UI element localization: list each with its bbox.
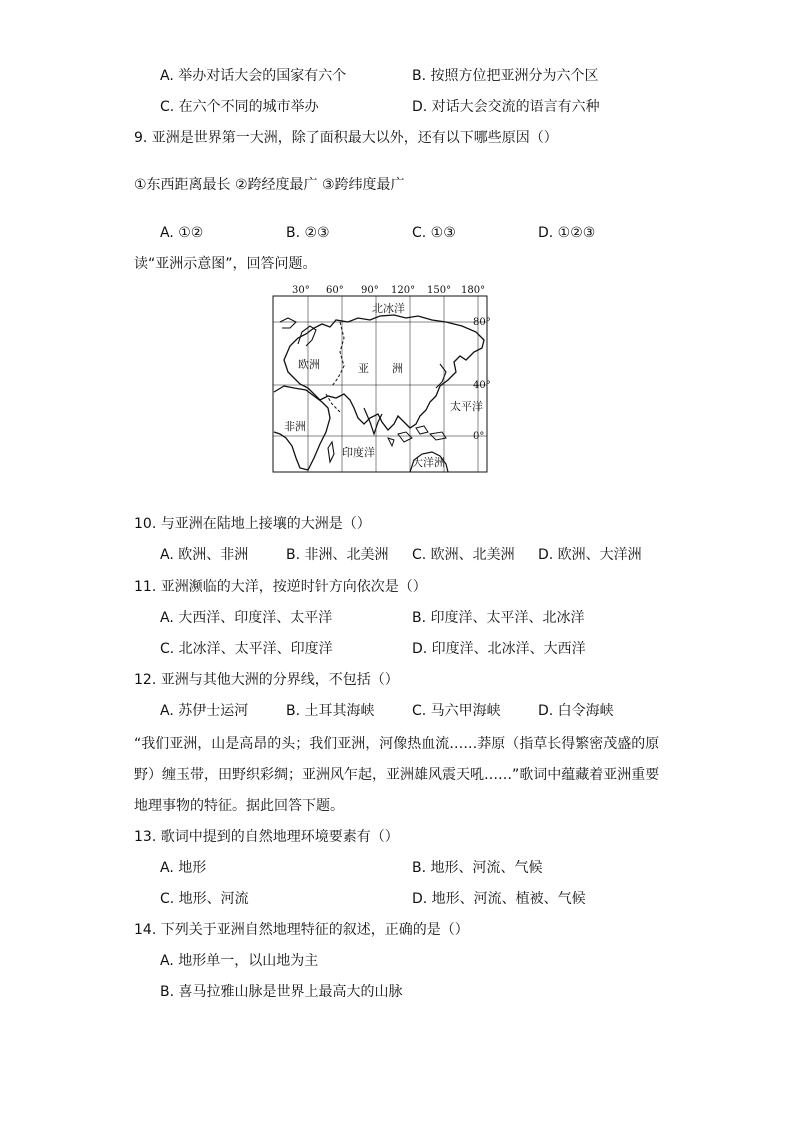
q10-option-c: C. 欧洲、北美洲 [412, 547, 515, 563]
q13-option-c: C. 地形、河流 [160, 891, 249, 907]
q13-option-b: B. 地形、河流、气候 [412, 860, 543, 876]
map-frame [273, 296, 487, 472]
passage-line-2: 野）缠玉带，田野织彩绸；亚洲风乍起，亚洲雄风震天吼……”歌词中蕴藏着亚洲重要 [134, 767, 660, 783]
q10-option-a: A. 欧洲、非洲 [160, 547, 249, 563]
q13-option-d: D. 地形、河流、植被、气候 [412, 891, 586, 907]
map-intro: 读“亚洲示意图”，回答问题。 [134, 256, 317, 272]
lon-tick-150: 150° [427, 285, 452, 296]
q9-items: ①东西距离最长 ②跨经度最广 ③跨纬度最广 [134, 177, 405, 193]
label-africa: 非洲 [284, 420, 306, 433]
q9-option-b: B. ②③ [286, 225, 330, 241]
q14-stem: 14. 下列关于亚洲自然地理特征的叙述，正确的是（） [134, 922, 469, 938]
q9-stem: 9. 亚洲是世界第一大洲，除了面积最大以外，还有以下哪些原因（） [134, 130, 558, 146]
q11-option-b: B. 印度洋、太平洋、北冰洋 [412, 610, 585, 626]
label-asia-2: 洲 [392, 362, 403, 375]
lat-tick-40: 40° [473, 380, 491, 391]
lat-tick-0: 0° [473, 431, 485, 442]
lon-tick-120: 120° [391, 285, 416, 296]
lon-tick-30: 30° [292, 285, 310, 296]
q10-stem: 10. 与亚洲在陆地上接壤的大洲是（） [134, 516, 371, 532]
q9-option-a: A. ①② [160, 225, 204, 241]
q12-stem: 12. 亚洲与其他大洲的分界线，不包括（） [134, 672, 399, 688]
q10-option-b: B. 非洲、北美洲 [286, 547, 389, 563]
label-arctic-ocean: 北冰洋 [372, 302, 405, 315]
q11-option-a: A. 大西洋、印度洋、太平洋 [160, 610, 333, 626]
lon-tick-60: 60° [326, 285, 344, 296]
q14-option-b: B. 喜马拉雅山脉是世界上最高大的山脉 [160, 984, 403, 1000]
label-asia-1: 亚 [358, 362, 369, 375]
q11-option-c: C. 北冰洋、太平洋、印度洋 [160, 641, 333, 657]
q9-option-c: C. ①③ [412, 225, 456, 241]
lat-tick-80: 80° [473, 317, 491, 328]
q8-option-a: A. 举办对话大会的国家有六个 [160, 68, 347, 84]
lon-tick-90: 90° [361, 285, 379, 296]
q12-option-d: D. 白令海峡 [538, 703, 614, 719]
q12-option-b: B. 土耳其海峡 [286, 703, 375, 719]
q10-option-d: D. 欧洲、大洋洲 [538, 547, 642, 563]
passage-line-3: 地理事物的特征。据此回答下题。 [134, 798, 344, 814]
q12-option-a: A. 苏伊士运河 [160, 703, 249, 719]
q11-stem: 11. 亚洲濒临的大洋，按逆时针方向依次是（） [134, 579, 427, 595]
q11-option-d: D. 印度洋、北冰洋、大西洋 [412, 641, 586, 657]
q9-option-d: D. ①②③ [538, 225, 596, 241]
lon-tick-180: 180° [461, 285, 486, 296]
q14-option-a: A. 地形单一，以山地为主 [160, 953, 319, 969]
q13-stem: 13. 歌词中提到的自然地理环境要素有（） [134, 829, 399, 845]
q8-option-d: D. 对话大会交流的语言有六种 [412, 99, 600, 115]
label-europe: 欧洲 [298, 358, 320, 371]
label-oceania: 大洋洲 [412, 456, 445, 469]
q13-option-a: A. 地形 [160, 860, 207, 876]
passage-line-1: “我们亚洲，山是高昂的头；我们亚洲，河像热血流……莽原（指草长得繁密茂盛的原 [134, 736, 660, 752]
asia-sketch-map [270, 282, 500, 474]
q8-option-c: C. 在六个不同的城市举办 [160, 99, 319, 115]
label-pacific-ocean: 太平洋 [450, 400, 483, 413]
q8-option-b: B. 按照方位把亚洲分为六个区 [412, 68, 599, 84]
label-indian-ocean: 印度洋 [342, 446, 375, 459]
q12-option-c: C. 马六甲海峡 [412, 703, 501, 719]
